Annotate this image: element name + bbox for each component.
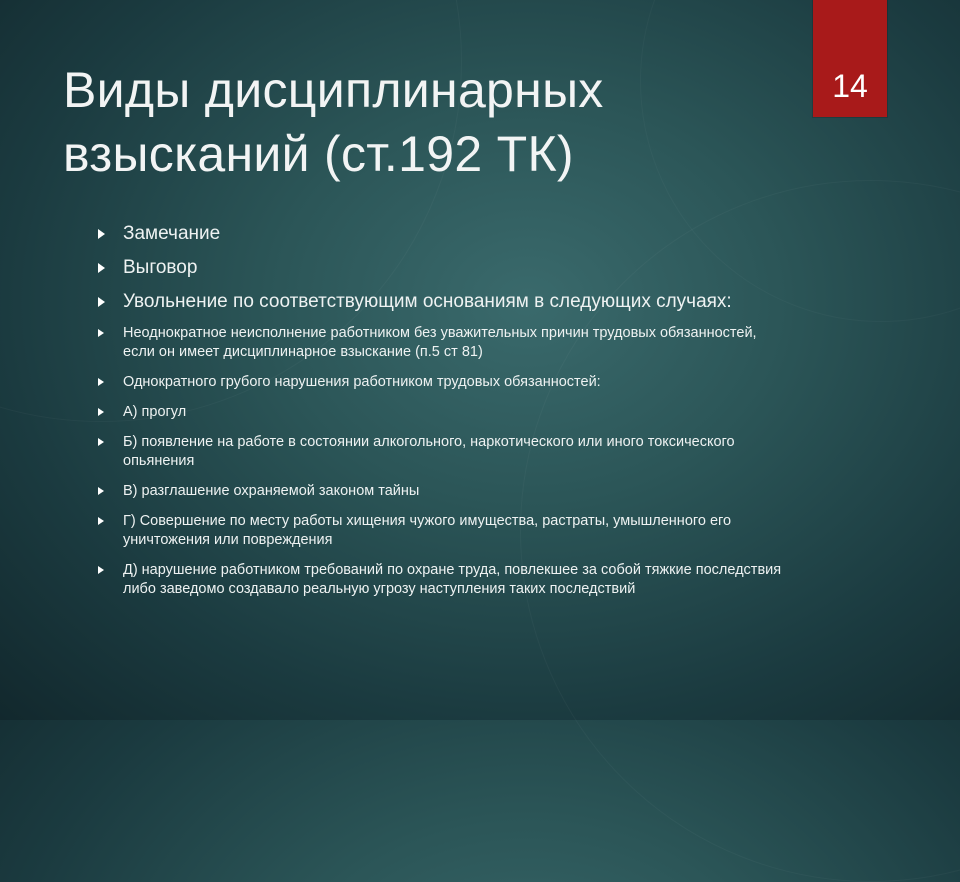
bullet-text: В) разглашение охраняемой законом тайны — [123, 483, 420, 499]
triangle-bullet-icon — [98, 263, 105, 273]
sub-bullet-item — [98, 482, 788, 501]
page-number-badge — [813, 0, 887, 117]
bullet-item — [98, 222, 788, 246]
triangle-bullet-icon — [98, 487, 104, 495]
triangle-bullet-icon — [98, 229, 105, 239]
triangle-bullet-icon — [98, 566, 104, 574]
sub-bullet-item — [98, 373, 788, 392]
bullet-text: Неоднократное неисполнение работником без уважительных причин трудовых обязанностей, если он имеет дисциплинарное взыскание (п.5 ст 81) — [123, 325, 757, 360]
slide-title: Виды дисциплинарных взысканий (ст.192 ТК) — [63, 62, 604, 182]
triangle-bullet-icon — [98, 329, 104, 337]
page-number: 14 — [832, 68, 868, 104]
sub-bullet-item — [98, 433, 788, 471]
sub-bullet-item — [98, 512, 788, 550]
bullet-text: Выговор — [123, 257, 198, 278]
bullet-text: Д) нарушение работником требований по охране труда, повлекшее за собой тяжкие последствия либо заведомо создавало реальную угрозу наступления таких последствий — [123, 562, 782, 597]
bullet-text: Увольнение по соответствующим основаниям в следующих случаях: — [123, 291, 732, 312]
bullet-text: Б) появление на работе в состоянии алкогольного, наркотического или иного токсического опьянения — [123, 434, 735, 469]
bullet-item — [98, 290, 788, 314]
triangle-bullet-icon — [98, 297, 105, 307]
triangle-bullet-icon — [98, 438, 104, 446]
sub-bullet-item — [98, 403, 788, 422]
bullet-text: Г) Совершение по месту работы хищения чужого имущества, растраты, умышленного его уничтожения или повреждения — [123, 513, 732, 548]
bullet-item — [98, 256, 788, 280]
bullet-text: А) прогул — [123, 404, 187, 420]
triangle-bullet-icon — [98, 517, 104, 525]
triangle-bullet-icon — [98, 378, 104, 386]
bullet-list — [98, 222, 788, 610]
bullet-text: Однократного грубого нарушения работником трудовых обязанностей: — [123, 374, 601, 390]
triangle-bullet-icon — [98, 408, 104, 416]
sub-bullet-item — [98, 561, 788, 599]
bullet-text: Замечание — [123, 223, 221, 244]
sub-bullet-item — [98, 324, 788, 362]
